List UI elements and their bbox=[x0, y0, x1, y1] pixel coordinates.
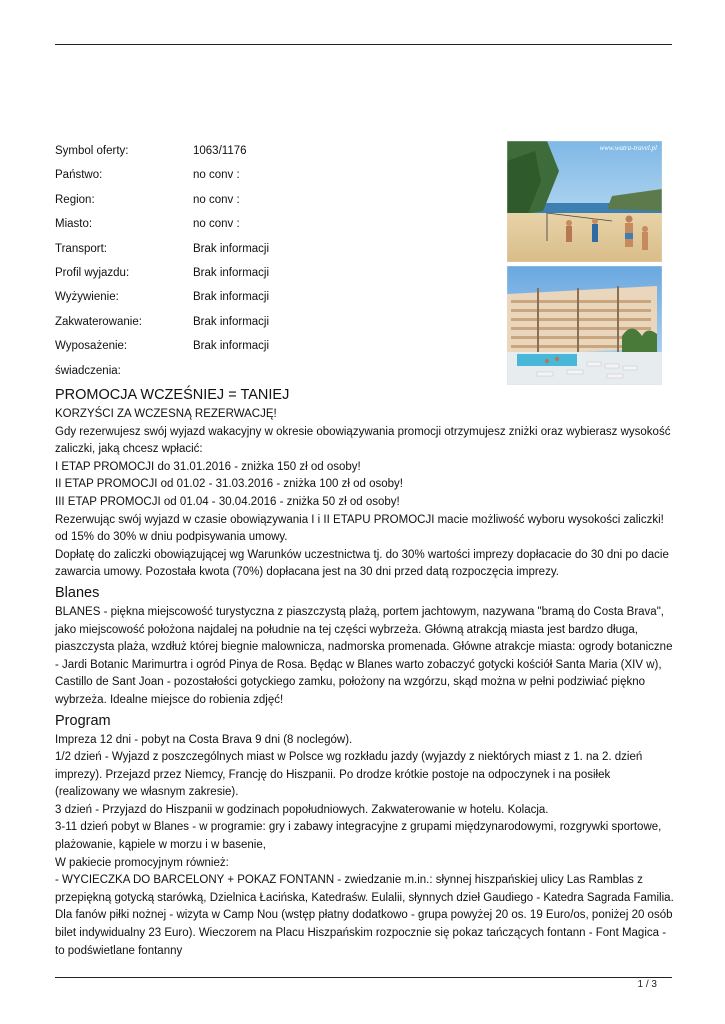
info-row bbox=[55, 262, 495, 286]
program-line: - WYCIECZKA DO BARCELONY + POKAZ FONTANN - zwiedzanie m.in.: słynnej hiszpańskiej ulicy Las Ramblas z przepiękną gotycką starówką, Dzielnica Łacińska, Katedraśw. Eulalii, słynnych dzieł Gaudiego - Katedra Sagrada Familia. Dla fanów piłki nożnej - wizyta w Camp Nou (wstęp płatny dodatkowo - grupa powyżej 20 os. 19 Euro/os, poniżej 20 osób bilet indywidualny 23 Euro). Wieczorem na Placu Hiszpańskim rozpocznie się pokaz tańczących fontann - Font Magica - to podświetlane fontanny bbox=[55, 874, 674, 957]
info-label: Region: bbox=[55, 193, 95, 206]
info-row bbox=[55, 238, 495, 262]
info-value: Brak informacji bbox=[193, 340, 270, 353]
promo-line: Gdy rezerwujesz swój wyjazd wakacyjny w okresie obowiązywania promocji otrzymujesz zniżki oraz wybierasz wysokość zaliczki, jaką chcesz wpłacić: bbox=[55, 425, 671, 456]
page-number: 1 / 3 bbox=[637, 979, 657, 990]
info-label: Transport: bbox=[55, 242, 107, 255]
program-line: Impreza 12 dni - pobyt na Costa Brava 9 dni (8 noclegów). bbox=[55, 733, 353, 746]
info-value: Brak informacji bbox=[193, 291, 270, 304]
info-label: Wyżywienie: bbox=[55, 291, 119, 304]
info-row bbox=[55, 164, 495, 188]
blanes-text: BLANES - piękna miejscowość turystyczna z piaszczystą plażą, portem jachtowym, nazywana "bramą do Costa Brava", jako miejscowość położona najdalej na południe na tej części wybrzeża. Główną atrakcją miasta jest bardzo długa, piaszczysta plaża, wzdłuż której biegnie malownicza, nadmorska promenada. Główne atrakcje miasta: ogrody botaniczne - Jardi Botanic Marimurtra i ogród Pinya de Rosa. Będąc w Blanes warto zobaczyć gotycki kościół Santa Maria (XIV w), Castillo de Sant Joan - pozostałości gotyckiego zamku, położony na wzgórzu, skąd można w pełni podziwiać piękno wybrzeża. Idealne miejsce do robienia zdjęć! bbox=[55, 605, 673, 706]
beach-volleyball-photo bbox=[507, 141, 662, 262]
info-label: Symbol oferty: bbox=[55, 145, 129, 157]
promo-line: III ETAP PROMOCJI od 01.04 - 30.04.2016 - zniżka 50 zł od osoby! bbox=[55, 495, 400, 508]
info-row bbox=[55, 335, 495, 359]
info-value: Brak informacji bbox=[193, 266, 270, 279]
info-row bbox=[55, 213, 495, 237]
promo-line: I ETAP PROMOCJI do 31.01.2016 - zniżka 150 zł od osoby! bbox=[55, 460, 361, 473]
footer-rule bbox=[55, 977, 672, 978]
promo-heading: PROMOCJA WCZEŚNIEJ = TANIEJ bbox=[55, 387, 290, 403]
info-row bbox=[55, 140, 495, 164]
info-value: no conv : bbox=[193, 169, 240, 182]
offer-info-table bbox=[55, 140, 495, 384]
blanes-heading: Blanes bbox=[55, 584, 100, 601]
info-value: no conv : bbox=[193, 193, 240, 206]
info-value: 1063/1176 bbox=[193, 145, 247, 157]
info-row bbox=[55, 286, 495, 310]
promo-line: Dopłatę do zaliczki obowiązującej wg Warunków uczestnictwa tj. do 30% wartości imprezy dopłacacie do 30 dni po dacie zawarcia umowy. Pozostała kwota (70%) dopłacana jest na 30 dni przed datą rozpoczęcia imprezy. bbox=[55, 548, 669, 579]
photo-watermark: www.watra-travel.pl bbox=[599, 144, 657, 152]
info-row bbox=[55, 189, 495, 213]
program-line: 1/2 dzień - Wyjazd z poszczególnych miast w Polsce wg rozkładu jazdy (wyjazdy z niektórych miast z 1. na 2. dzień imprezy). Przejazd przez Niemcy, Francję do Hiszpanii. Po drodze krótkie postoje na odpoczynek i na posiłek (realizowany we własnym zakresie). bbox=[55, 751, 643, 799]
info-row bbox=[55, 311, 495, 335]
hotel-photo-image bbox=[507, 266, 662, 385]
info-label: Zakwaterowanie: bbox=[55, 315, 142, 328]
info-label: Państwo: bbox=[55, 169, 103, 182]
info-value: no conv : bbox=[193, 218, 240, 231]
info-label: Miasto: bbox=[55, 218, 93, 231]
info-row bbox=[55, 360, 495, 384]
program-line: 3-11 dzień pobyt w Blanes - w programie: gry i zabawy integracyjne z grupami międzynarodowymi, rozgrywki sportowe, plażowanie, kąpiele w morzu i w basenie, bbox=[55, 821, 662, 852]
info-value: Brak informacji bbox=[193, 242, 270, 255]
promo-line: KORZYŚCI ZA WCZESNĄ REZERWACJĘ! bbox=[55, 408, 277, 420]
header-rule bbox=[55, 44, 672, 45]
info-label: Wyposażenie: bbox=[55, 340, 128, 353]
hotel-pool-photo bbox=[507, 266, 662, 385]
promo-line: II ETAP PROMOCJI od 01.02 - 31.03.2016 - zniżka 100 zł od osoby! bbox=[55, 478, 403, 491]
program-line: W pakiecie promocyjnym również: bbox=[55, 856, 229, 869]
info-label: świadczenia: bbox=[55, 364, 121, 377]
info-value: Brak informacji bbox=[193, 315, 270, 328]
program-heading: Program bbox=[55, 712, 111, 729]
beach-photo-image bbox=[507, 141, 662, 262]
info-label: Profil wyjazdu: bbox=[55, 266, 130, 279]
promo-line: Rezerwując swój wyjazd w czasie obowiązywania I i II ETAPU PROMOCJI macie możliwość wyboru wysokości zaliczki! od 15% do 30% w dniu podpisywania umowy. bbox=[55, 513, 664, 544]
program-line: 3 dzień - Przyjazd do Hiszpanii w godzinach popołudniowych. Zakwaterowanie w hotelu. Kolacja. bbox=[55, 803, 549, 816]
offer-description bbox=[55, 385, 675, 960]
